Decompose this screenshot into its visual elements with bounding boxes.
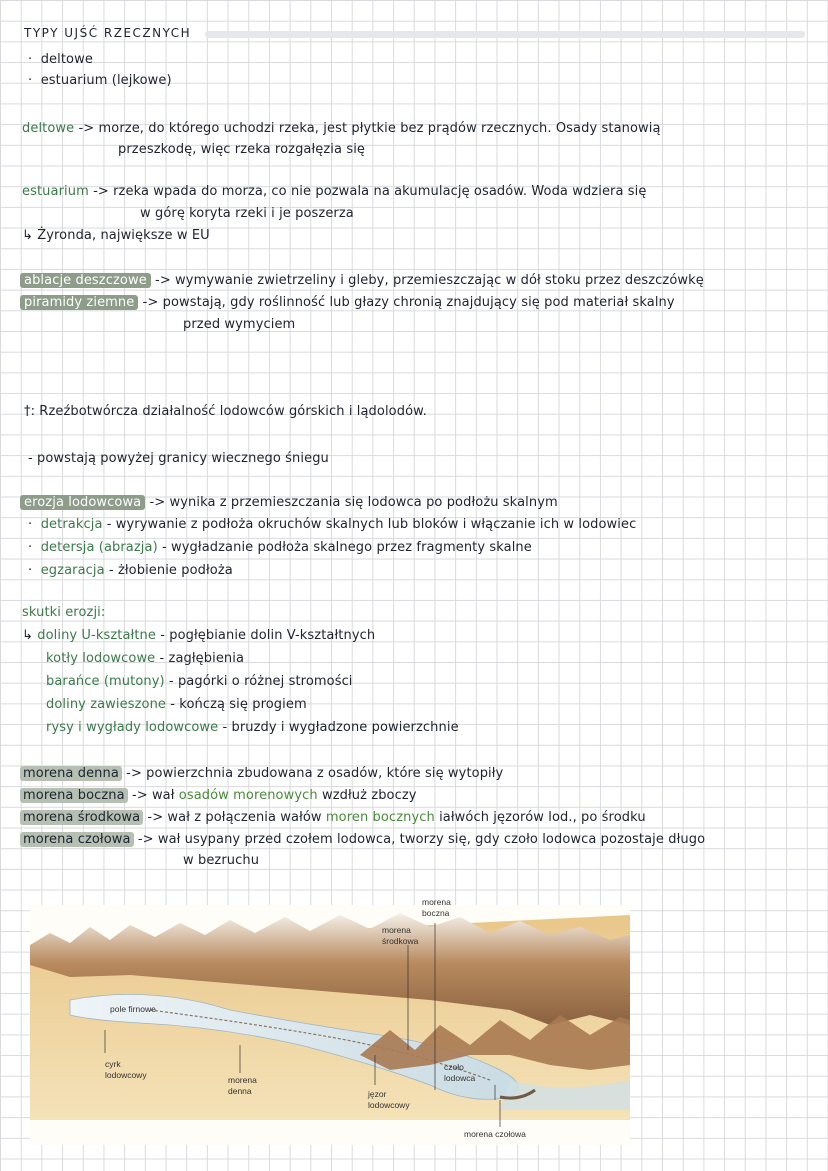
list-item bbox=[46, 674, 353, 689]
deltowe-line-2: przeszkodę, więc rzeka rozgałęzia się bbox=[118, 142, 365, 157]
list-item: · estuarium (lejkowe) bbox=[28, 73, 172, 88]
definition-text: rzeka wpada do morza, co nie pozwala na akumulację osadów. Woda wdziera się bbox=[113, 184, 647, 199]
definition-text: -> wał z połączenia wałów bbox=[147, 810, 326, 825]
definition-text: -> powierzchnia zbudowana z osadów, które się wytopiły bbox=[126, 766, 504, 781]
label-cyrk-2: lodowcowy bbox=[105, 1070, 147, 1080]
label-morena-boczna-1: morena bbox=[422, 897, 451, 907]
morena-czolowa-line-2: w bezruchu bbox=[183, 853, 260, 868]
label-pole-firnowe: pole firnowe bbox=[110, 1004, 156, 1014]
ablacje-line bbox=[20, 273, 704, 288]
term: morena denna bbox=[20, 766, 122, 781]
estuarium-line-2: w górę koryta rzeki i je poszerza bbox=[140, 206, 354, 221]
term: egzaracja bbox=[40, 563, 105, 578]
deltowe-line bbox=[22, 121, 661, 136]
label-cyrk-1: cyrk bbox=[105, 1059, 121, 1069]
term-ablacje: ablacje deszczowe bbox=[20, 273, 151, 288]
morena-czolowa-line bbox=[20, 832, 705, 847]
term: morena środkowa bbox=[20, 810, 143, 825]
term: detrakcja bbox=[40, 517, 103, 532]
definition-text: - wyrywanie z podłoża okruchów skalnych lub bloków i włączanie ich w lodowiec bbox=[106, 517, 637, 532]
label-morena-denna-1: morena bbox=[228, 1075, 257, 1085]
term: doliny zawieszone bbox=[46, 697, 167, 712]
morena-boczna-line bbox=[20, 788, 417, 803]
glacier-diagram bbox=[30, 897, 630, 1145]
list-item: · detrakcja - wyrywanie z podłoża okruchów skalnych lub bloków i włączanie ich w lodowiec bbox=[28, 517, 637, 532]
definition-text: - pogłębianie dolin V-kształtnych bbox=[160, 628, 376, 643]
label-morena-boczna-2: boczna bbox=[422, 908, 450, 918]
morena-srodkowa-line bbox=[20, 810, 646, 825]
list-item: · deltowe bbox=[28, 52, 93, 67]
term: morena boczna bbox=[20, 788, 128, 803]
definition-text: morze, do którego uchodzi rzeka, jest płytkie bez prądów rzecznych. Osady stanowią bbox=[98, 121, 661, 136]
definition-text: -> wał bbox=[131, 788, 179, 803]
definition-text: wzdłuż zboczy bbox=[317, 788, 417, 803]
term: rysy i wygłady lodowcowe bbox=[46, 720, 219, 735]
estuarium-example: ↳ Żyronda, największe w EU bbox=[22, 228, 210, 243]
term: doliny U-kształtne bbox=[37, 628, 156, 643]
highlighted-text: moren bocznych bbox=[325, 810, 435, 825]
definition-text: -> wał usypany przed czołem lodowca, tworzy się, gdy czoło lodowca pozostaje długo bbox=[137, 832, 706, 847]
label-morena-denna-2: denna bbox=[228, 1086, 252, 1096]
erozja-line bbox=[20, 495, 558, 510]
arrow: ↳ bbox=[22, 628, 33, 643]
page-title: TYPY UJŚĆ RZECZNYCH bbox=[24, 26, 192, 40]
list-item-label: deltowe bbox=[40, 52, 93, 67]
label-czolo-1: czoło bbox=[444, 1062, 464, 1072]
section-note: - powstają powyżej granicy wiecznego śniegu bbox=[28, 451, 329, 466]
list-item bbox=[46, 697, 307, 712]
label-morena-czolowa: morena czołowa bbox=[464, 1129, 526, 1139]
term: morena czołowa bbox=[20, 832, 134, 847]
label-morena-srodkowa-2: środkowa bbox=[382, 936, 419, 946]
piramidy-line bbox=[20, 295, 675, 310]
header-bar bbox=[205, 31, 805, 38]
term-estuarium: estuarium bbox=[22, 184, 89, 199]
definition-text: - kończą się progiem bbox=[170, 697, 307, 712]
term: detersja (abrazja) bbox=[40, 540, 158, 555]
list-item bbox=[46, 720, 459, 735]
morena-denna-line bbox=[20, 766, 503, 781]
definition-text: - zagłębienia bbox=[159, 651, 245, 666]
definition-text: - bruzdy i wygładzone powierzchnie bbox=[222, 720, 459, 735]
term: kotły lodowcowe bbox=[46, 651, 156, 666]
label-morena-srodkowa-1: morena bbox=[382, 925, 411, 935]
list-item bbox=[22, 628, 375, 643]
list-item: · detersja (abrazja) - wygładzanie podłoża skalnego przez fragmenty skalne bbox=[28, 540, 532, 555]
term-erozja: erozja lodowcowa bbox=[20, 495, 145, 510]
label-jezor-1: jęzor bbox=[368, 1089, 387, 1099]
term: barańce (mutony) bbox=[46, 674, 165, 689]
definition-text: - wygładzanie podłoża skalnego przez fragmenty skalne bbox=[162, 540, 532, 555]
section-heading: †: Rzeźbotwórcza działalność lodowców górskich i lądolodów. bbox=[24, 404, 427, 419]
highlighted-text: osadów morenowych bbox=[178, 788, 318, 803]
term-piramidy: piramidy ziemne bbox=[20, 295, 138, 310]
term-deltowe: deltowe bbox=[22, 121, 75, 136]
arrow: -> bbox=[93, 184, 109, 199]
definition-text: -> powstają, gdy roślinność lub głazy chronią znajdujący się pod materiał skalny bbox=[142, 295, 675, 310]
skutki-title: skutki erozji: bbox=[22, 605, 106, 620]
piramidy-line-2: przed wymyciem bbox=[183, 317, 296, 332]
definition-text: iałwóch jęzorów lod., po środku bbox=[434, 810, 646, 825]
label-jezor-2: lodowcowy bbox=[368, 1100, 410, 1110]
definition-text: - pagórki o różnej stromości bbox=[168, 674, 353, 689]
definition-text: - żłobienie podłoża bbox=[108, 563, 233, 578]
label-czolo-2: lodowca bbox=[444, 1073, 476, 1083]
list-item bbox=[46, 651, 244, 666]
list-item-label: estuarium (lejkowe) bbox=[40, 73, 172, 88]
estuarium-line bbox=[22, 184, 646, 199]
definition-text: -> wymywanie zwietrzeliny i gleby, przemieszczając w dół stoku przez deszczówkę bbox=[155, 273, 704, 288]
definition-text: -> wynika z przemieszczania się lodowca po podłożu skalnym bbox=[149, 495, 558, 510]
list-item: · egzaracja - żłobienie podłoża bbox=[28, 563, 233, 578]
arrow: -> bbox=[78, 121, 95, 136]
